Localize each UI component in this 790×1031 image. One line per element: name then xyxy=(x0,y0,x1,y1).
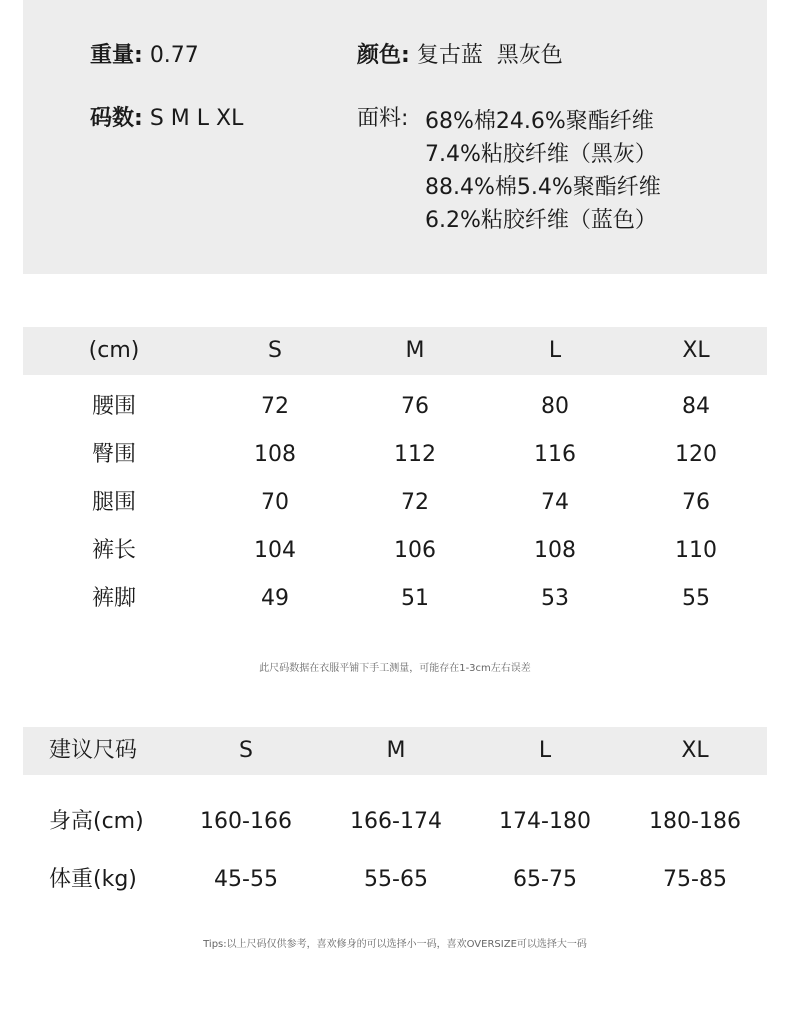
table-header-cell: M xyxy=(386,738,406,763)
fabric-line: 88.4%棉5.4%聚酯纤维 xyxy=(425,175,661,200)
table-cell: 174-180 xyxy=(499,809,591,834)
color-label: 颜色: xyxy=(357,43,410,68)
table-cell: 55 xyxy=(682,586,710,611)
table-cell: 身高(cm) xyxy=(49,809,144,834)
product-info-panel xyxy=(23,0,767,274)
table-header-row xyxy=(23,327,767,375)
measurement-note: 此尺码数据在衣服平铺下手工测量，可能存在1-3cm左右误差 xyxy=(259,663,531,674)
size-value: S M L XL xyxy=(149,106,244,131)
fabric-composition xyxy=(425,105,661,237)
table-header-cell: 建议尺码 xyxy=(49,738,138,763)
table-header-row xyxy=(23,727,767,775)
table-cell: 120 xyxy=(675,442,717,467)
table-cell: 166-174 xyxy=(350,809,442,834)
table-cell: 110 xyxy=(675,538,717,563)
table-header-cell: L xyxy=(538,738,552,763)
table-row xyxy=(23,383,767,431)
table-row xyxy=(23,479,767,527)
table-cell: 106 xyxy=(394,538,436,563)
table-cell: 72 xyxy=(401,490,429,515)
table-cell: 108 xyxy=(534,538,576,563)
table-row xyxy=(23,527,767,575)
table-cell: 腿围 xyxy=(91,490,137,515)
table-cell: 体重(kg) xyxy=(49,867,137,892)
fabric-line: 6.2%粘胶纤维（蓝色） xyxy=(425,208,657,233)
tips-note: Tips:以上尺码仅供参考，喜欢修身的可以选择小一码，喜欢OVERSIZE可以选择大一码 xyxy=(203,939,587,950)
table-cell: 74 xyxy=(541,490,569,515)
table-header-cell: M xyxy=(405,338,425,363)
table-cell: 裤脚 xyxy=(91,586,137,611)
table-cell: 76 xyxy=(401,394,429,419)
table-header-cell: S xyxy=(268,338,282,363)
table-cell: 65-75 xyxy=(513,867,577,892)
table-cell: 51 xyxy=(401,586,429,611)
table-cell: 84 xyxy=(682,394,710,419)
size-info xyxy=(90,103,243,135)
table-cell: 116 xyxy=(534,442,576,467)
color-value: 复古蓝 黑灰色 xyxy=(416,43,563,68)
table-cell: 112 xyxy=(394,442,436,467)
table-cell: 55-65 xyxy=(364,867,428,892)
table-cell: 104 xyxy=(254,538,296,563)
fabric-line: 7.4%粘胶纤维（黑灰） xyxy=(425,142,657,167)
fabric-label: 面料: xyxy=(357,106,409,131)
table-header-cell: S xyxy=(239,738,253,763)
color-info xyxy=(357,40,563,72)
table-row xyxy=(23,851,767,909)
table-cell: 45-55 xyxy=(214,867,278,892)
table-cell: 裤长 xyxy=(91,538,137,563)
weight-info xyxy=(90,40,199,72)
table-cell: 70 xyxy=(261,490,289,515)
table-header-cell: L xyxy=(548,338,562,363)
weight-value: 0.77 xyxy=(149,43,199,68)
table-cell: 180-186 xyxy=(649,809,741,834)
table-row xyxy=(23,431,767,479)
table-cell: 臀围 xyxy=(91,442,137,467)
table-cell: 72 xyxy=(261,394,289,419)
size-measurement-table xyxy=(23,327,767,623)
table-cell: 80 xyxy=(541,394,569,419)
fabric-line: 68%棉24.6%聚酯纤维 xyxy=(425,109,654,134)
table-cell: 腰围 xyxy=(91,394,137,419)
table-row xyxy=(23,793,767,851)
table-cell: 108 xyxy=(254,442,296,467)
size-label: 码数: xyxy=(90,106,143,131)
table-cell: 49 xyxy=(261,586,289,611)
size-recommendation-table xyxy=(23,727,767,909)
table-cell: 76 xyxy=(682,490,710,515)
table-cell: 75-85 xyxy=(663,867,727,892)
table-cell: 53 xyxy=(541,586,569,611)
table-header-cell: XL xyxy=(682,338,710,363)
table-row xyxy=(23,575,767,623)
table-cell: 160-166 xyxy=(200,809,292,834)
weight-label: 重量: xyxy=(90,43,143,68)
table-header-cell: (cm) xyxy=(88,338,140,363)
table-header-cell: XL xyxy=(681,738,709,763)
